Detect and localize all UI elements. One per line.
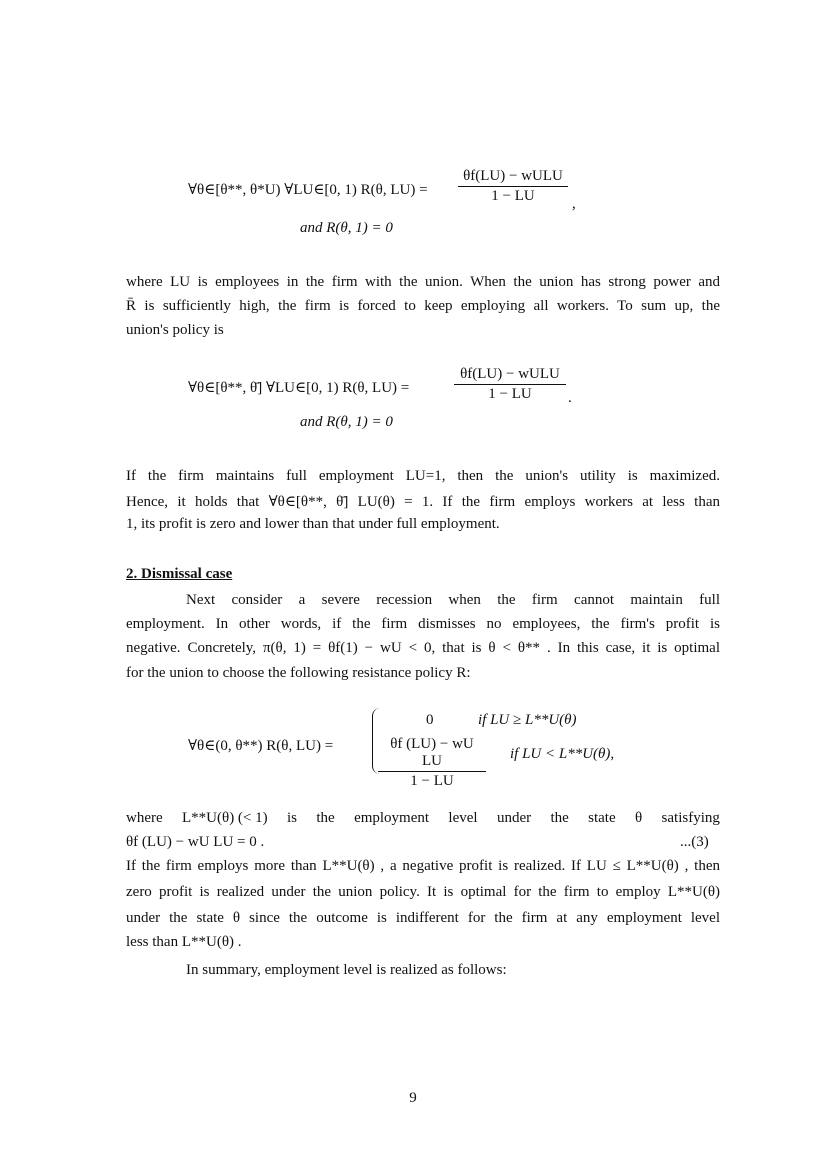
paragraph-3-line-4: zero profit is realized under the union policy. It is optimal for the firm to employ L**U(θ) [126,884,720,900]
equation-1-second: and R(θ, 1) = 0 [300,220,393,236]
word: L**U(θ) (< 1) [182,810,268,826]
section-line-2: employment. In other words, if the firm dismisses no employees, the firm's profit is [126,616,720,632]
word: the [316,810,335,826]
paragraph-3-line-2: θf (LU) − wU LU = 0 . [126,834,265,850]
paragraph-3-line-6: less than L**U(θ) . [126,934,242,950]
equation-2-second: and R(θ, 1) = 0 [300,414,393,430]
equation-3-case-2-denominator: 1 − LU [410,773,454,789]
equation-3-case-2-numerator: θf (LU) − wU LU [390,736,474,769]
word: θ [635,810,643,826]
word: where [126,810,163,826]
equation-3-lhs: ∀θ∈(0, θ**) R(θ, LU) = [188,738,334,754]
section-line-1: Next consider a severe recession when the firm cannot maintain full [186,592,720,608]
paragraph-1-line-3: union's policy is [126,322,224,338]
paragraph-2-line-1: If the firm maintains full employment LU=1, then the union's utility is maximized. [126,468,720,484]
word: level [448,810,478,826]
equation-3-case-2-fraction [378,736,486,790]
equation-2-numerator: θf(LU) − wULU [460,366,560,382]
equation-number: ...(3) [680,834,709,850]
equation-1-fraction [458,168,568,205]
equation-3-case-1-value: 0 [426,712,434,728]
equation-1-lhs: ∀θ∈[θ**, θ*U) ∀LU∈[0, 1) R(θ, LU) = [188,182,428,198]
equation-1-numerator: θf(LU) − wULU [463,168,563,184]
paragraph-1-line-1: where LU is employees in the firm with the union. When the union has strong power and [126,274,720,290]
equation-2-trail: . [568,390,572,406]
word: state [588,810,616,826]
equation-2-lhs: ∀θ∈[θ**, θ̄] ∀LU∈[0, 1) R(θ, LU) = [188,380,410,396]
equation-3-case-1-condition: if LU ≥ L**U(θ) [478,712,577,728]
paragraph-3-line-3: If the firm employs more than L**U(θ) , a negative profit is realized. If LU ≤ L**U(θ) , then [126,858,720,874]
paragraph-3-line-1 [126,810,720,827]
equation-1-trail: , [572,196,576,212]
word: the [550,810,569,826]
word: under [496,810,532,826]
paragraph-4-line-1: In summary, employment level is realized as follows: [186,962,507,978]
word: is [287,810,298,826]
page-number: 9 [409,1090,417,1106]
fraction-bar [454,384,566,385]
paragraph-1-line-2: R̄ is sufficiently high, the firm is forced to keep employing all workers. To sum up, the [126,298,720,314]
word: satisfying [661,810,720,826]
section-heading: 2. Dismissal case [126,566,233,582]
word: employment [354,810,430,826]
section-line-3: negative. Concretely, π(θ, 1) = θf(1) − wU < 0, that is θ < θ** . In this case, it is optimal [126,640,720,656]
paragraph-2-line-2: Hence, it holds that ∀θ∈[θ**, θ̄] LU(θ) = 1. If the firm employs workers at less than [126,494,720,510]
equation-2-fraction [454,366,566,403]
equation-3-case-2-condition: if LU < L**U(θ), [510,746,615,762]
paragraph-3-line-5: under the state θ since the outcome is indifferent for the firm at any employment level [126,910,720,926]
fraction-bar [378,771,486,772]
section-line-4: for the union to choose the following resistance policy R: [126,665,471,681]
paragraph-2-line-3: 1, its profit is zero and lower than that under full employment. [126,516,500,532]
equation-2-denominator: 1 − LU [488,386,532,402]
equation-1-denominator: 1 − LU [491,188,535,204]
fraction-bar [458,186,568,187]
